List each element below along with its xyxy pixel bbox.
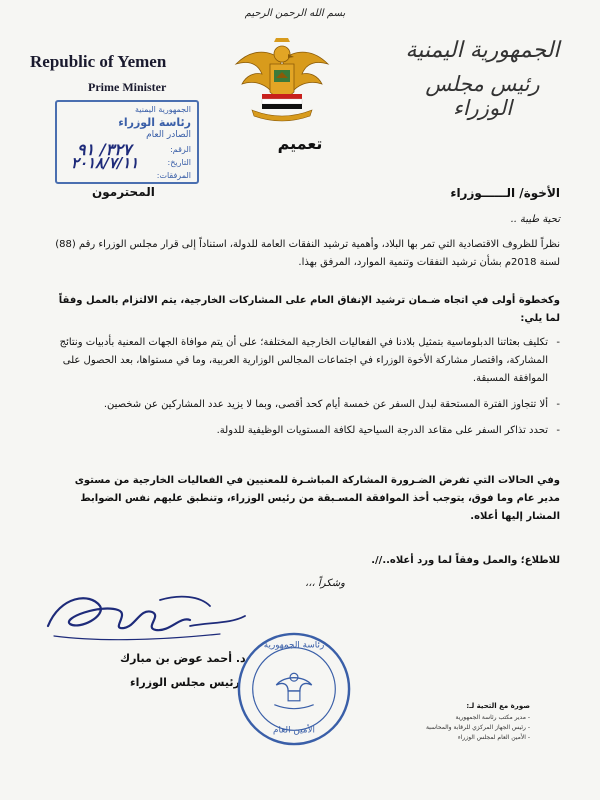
directive-paragraph: وكخطوة أولى في اتجاه ضـمان ترشيد الإنفاق العام على المشاركات الخارجية، يتم الالتزام بالعمل وفقاً لما يلي: <box>58 295 560 324</box>
cc-item: - رئيس الجهاز المركزي للرقابة والمحاسبة <box>425 724 530 731</box>
document-title: تعميم <box>277 134 323 153</box>
seal-top-text: رئاسة الجمهورية <box>263 640 325 651</box>
directive-list <box>40 334 560 448</box>
handwritten-signature <box>40 586 260 646</box>
stamp-number-label: الرقم: <box>170 145 191 154</box>
yemen-eagle-emblem-icon <box>232 30 332 126</box>
list-item: - تكليف بعثاتنا الدبلوماسية بتمثيل بلادنا في الفعاليات الخارجية المختلفة؛ على أن يتم موافاة الجهات المعنية بأدبيات ونتائج المشاركة، واقتصار مشاركة الأخوة الوزراء في اجتماعات المجالس الوزارية العربية، وما في مستواها، بعد الحصول على الموافقة المسبقة. <box>40 334 560 388</box>
official-round-seal <box>235 630 353 748</box>
exception-paragraph: وفي الحالات التي تفرض الضـرورة المشاركة المباشـرة للمعنيين في الفعاليات الخارجية من مستوى مدير عام وما فوق، يتوجب أخذ الموافقة المسـبقة من رئيس الوزراء، وتنطبق عليهم نفس الضوابط المشار إليها أعلاه. <box>74 475 560 522</box>
thanks: وشكراً ،،، <box>305 578 345 589</box>
stamp-outgoing-line: الصادر العام <box>146 130 191 140</box>
cc-block <box>400 702 530 743</box>
signatory-name: د. أحمد عوض بن مبارك <box>120 652 246 665</box>
basmala: بسم الله الرحمن الرحيم <box>244 8 346 19</box>
stamp-number-value: ٣٢٧/ ٩١ <box>77 140 132 159</box>
arabic-country-name: الجمهورية اليمنية <box>405 38 560 63</box>
greeting: تحية طيبة .. <box>510 214 560 225</box>
cc-title: صورة مع التحية لـ: <box>466 702 530 710</box>
closing-paragraph: للاطلاع؛ والعمل وفقاً لما ورد أعلاه..//. <box>371 555 560 566</box>
seal-bottom-text: الأمين العام <box>272 725 316 736</box>
stamp-date-label: التاريخ: <box>167 158 191 167</box>
respected-salutation: المحترمون <box>92 185 155 199</box>
addressee: الأخوة/ الــــــوزراء <box>450 186 560 200</box>
english-country-name: Republic of Yemen <box>30 52 167 71</box>
intro-paragraph: نظراً للظروف الاقتصادية التي تمر بها البلاد، وأهمية ترشيد النفقات العامة للدولة، استناداً إلى قرار مجلس الوزراء رقم (88) لسنة 2018م بشأن ترشيد النفقات وتنمية الموارد، المرفق بهذا. <box>55 239 560 268</box>
cc-item: - الأمين العام لمجلس الوزراء <box>457 734 530 741</box>
arabic-office-title: رئيس مجلس الوزراء <box>425 72 540 120</box>
list-item: - ألا تتجاوز الفترة المستحقة لبدل السفر عن خمسة أيام كحد أقصى، وبما لا يزيد عدد المشاركين عن شخصين. <box>40 396 560 414</box>
stamp-date-value: ٢٠١٨/٧/١١ <box>71 154 139 172</box>
list-item: - تحدد تذاكر السفر على مقاعد الدرجة السياحية لكافة المستويات الوظيفية للدولة. <box>40 422 560 440</box>
signatory-title: رئيس مجلس الوزراء <box>130 676 240 689</box>
stamp-office-line: رئاسة الوزراء <box>118 116 191 129</box>
stamp-attachments-label: المرفقات: <box>156 171 191 180</box>
stamp-country-line: الجمهورية اليمنية <box>134 105 191 114</box>
english-office-title: Prime Minister <box>88 80 167 94</box>
cc-item: - مدير مكتب رئاسة الجمهورية <box>455 714 530 721</box>
